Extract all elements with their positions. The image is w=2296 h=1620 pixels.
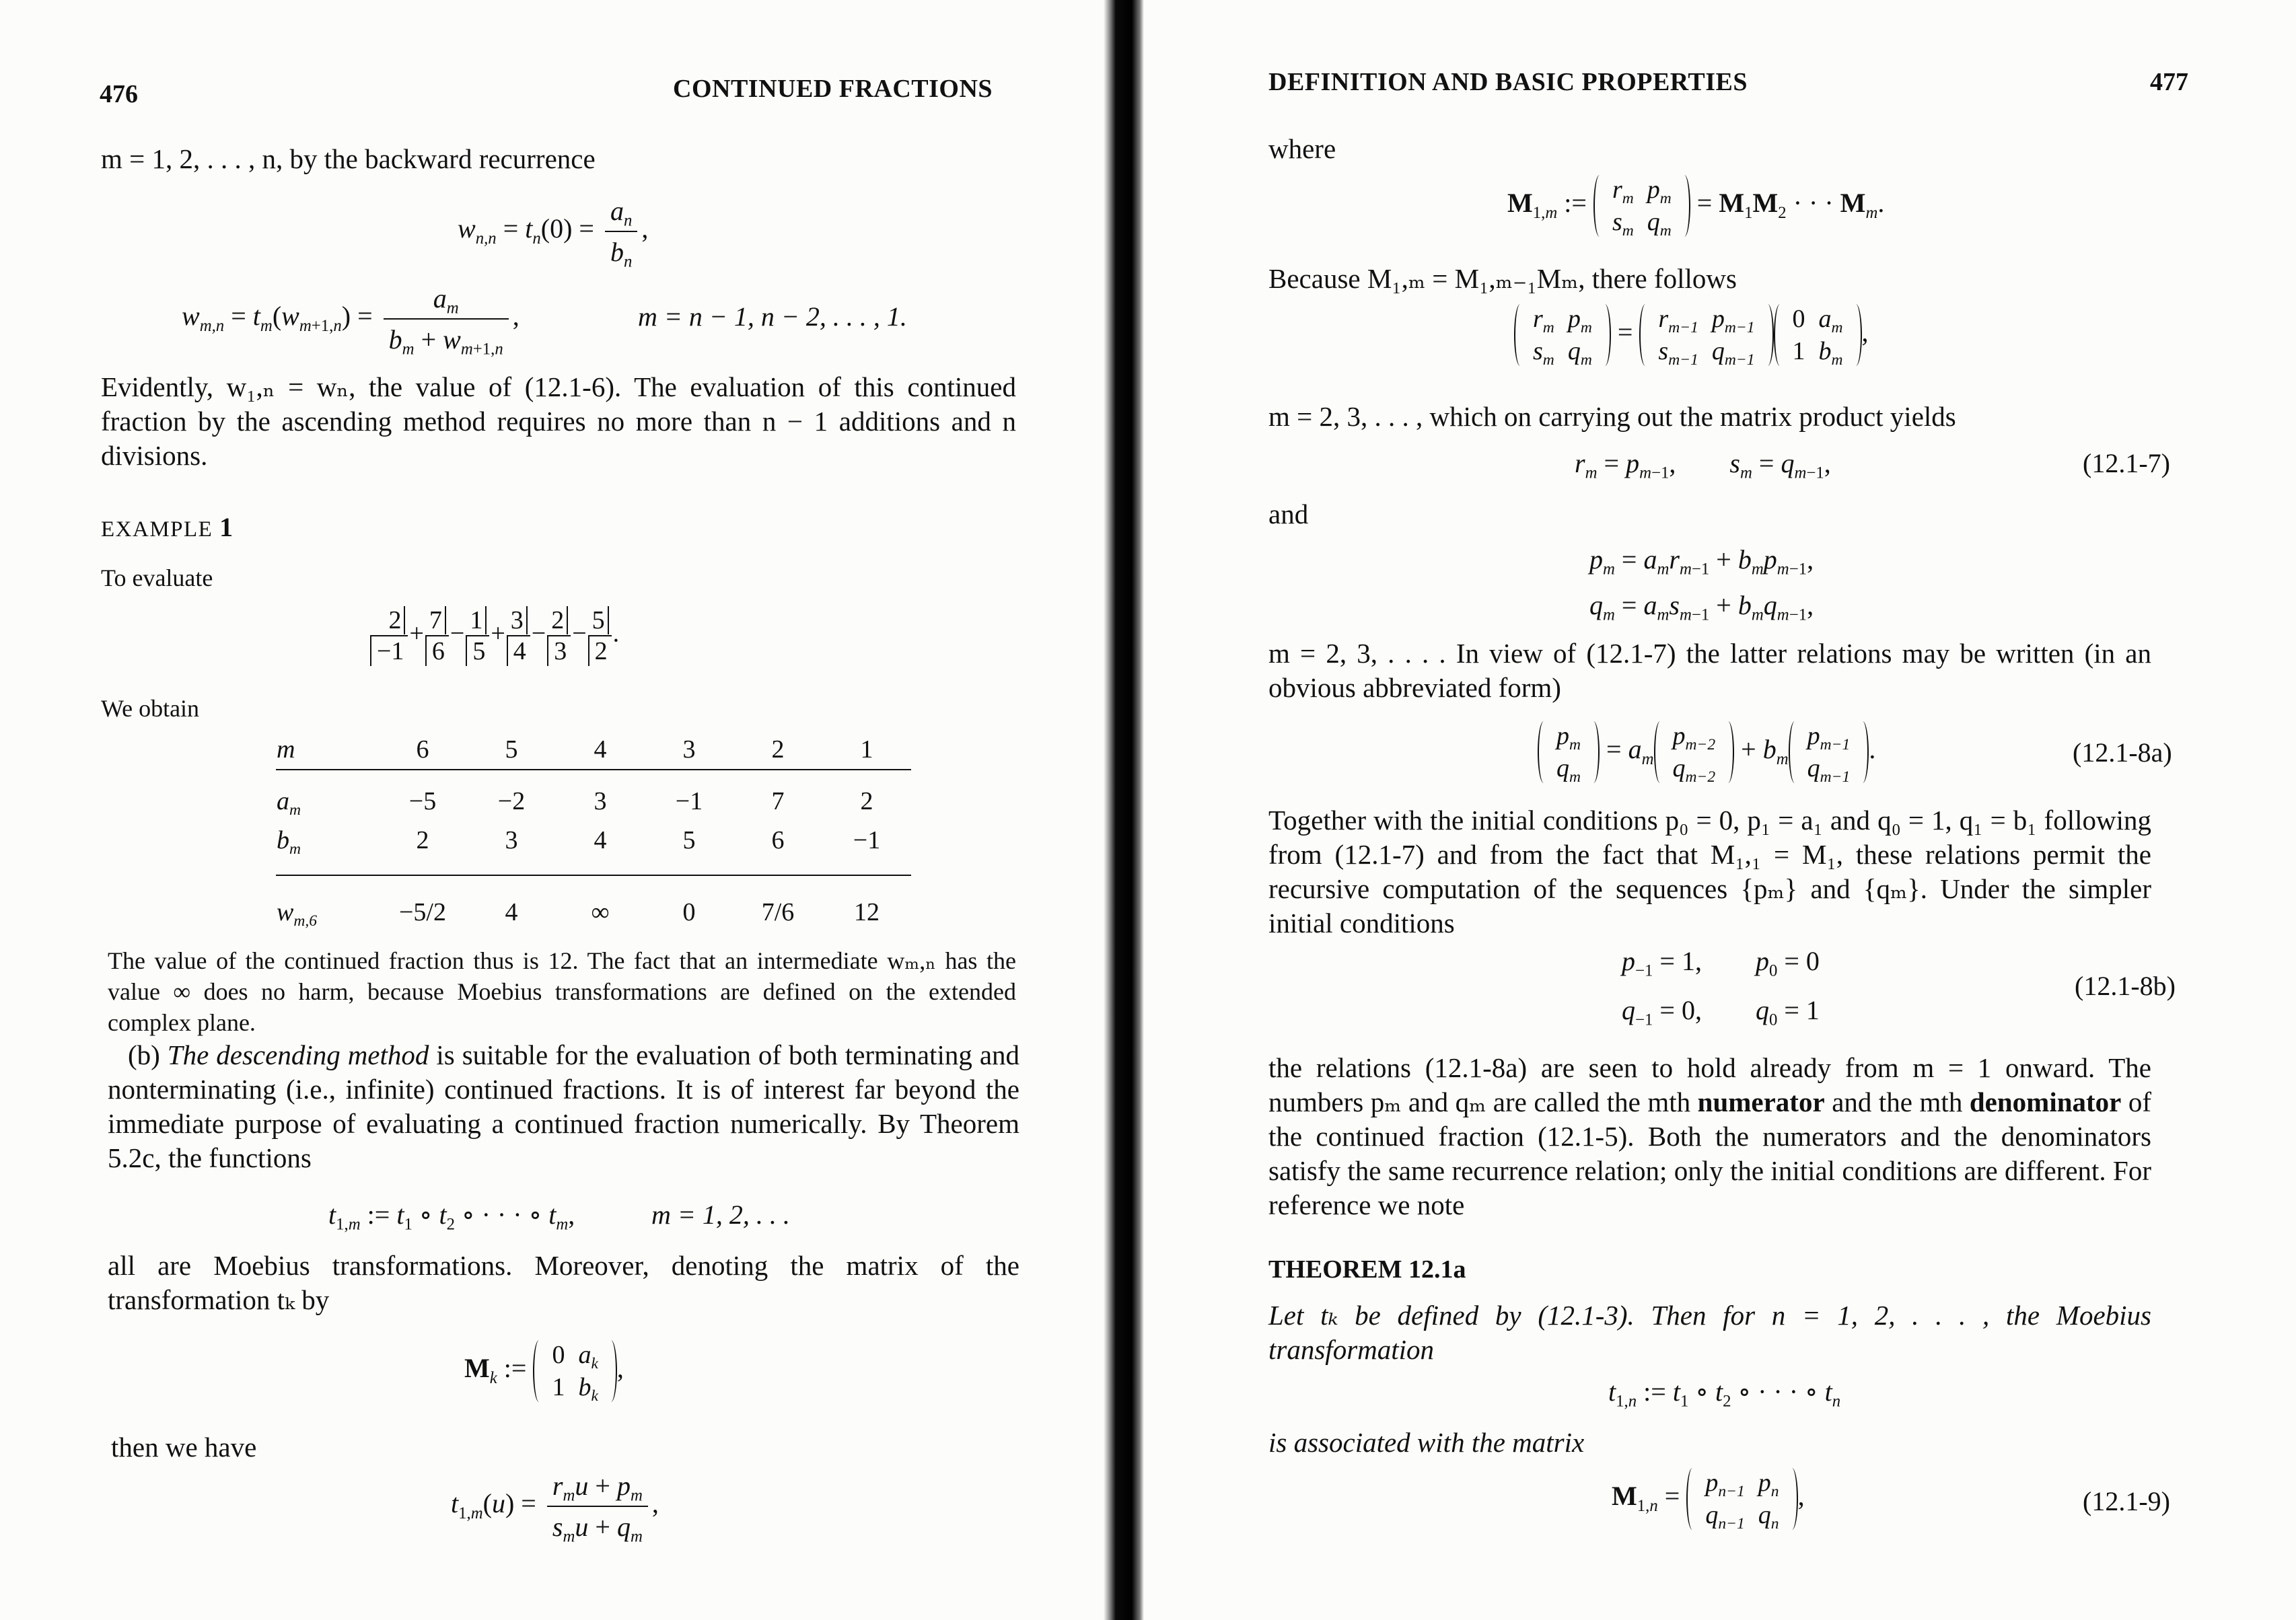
table-cell: 2 <box>733 730 822 770</box>
book-gutter <box>1104 0 1144 1620</box>
table-cell: 3 <box>645 730 733 770</box>
descending-title: The descending method <box>167 1039 429 1070</box>
table-cell: 12 <box>854 898 880 926</box>
table-row <box>276 821 911 860</box>
equation-matrix-mk: $M_k$ := 0 $a_k$ 1 $b_k$ , <box>464 1339 624 1403</box>
table-divider <box>276 860 911 875</box>
equation-w-nn: $w_{n,n} = t_n(0)$ = $\frac{a_n}{b_n}$ , <box>458 196 649 271</box>
theorem-text: Let tₖ be defined by (12.1-3). Then for n = 1, 2, . . . , the Moebius transformation <box>1268 1300 2151 1365</box>
table-row <box>276 730 911 770</box>
and-the-mth-text: and the mth <box>1832 1087 1963 1117</box>
table-cell: 4 <box>594 826 607 854</box>
table-row-label: $a_m$ <box>277 787 301 819</box>
equation-number-7: (12.1-7) <box>2083 448 2170 478</box>
example-heading <box>101 511 234 543</box>
theorem-title: THEOREM 12.1a <box>1268 1255 1466 1284</box>
where-text: where <box>1268 133 1336 164</box>
table-row-label: $b_m$ <box>277 826 301 858</box>
table-cell: 3 <box>594 787 607 815</box>
equation-r-s: $r_m = p_{m-1}$, $s_m = q_{m-1}$, <box>1575 448 1831 482</box>
descending-text: is suitable for the evaluation of both terminating and nonterminating (i.e., infinite) continued fractions. It is of interest far beyond the immediate purpose of evaluating a continued fraction numerically. By Theorem 5.2c, the functions <box>108 1039 1020 1173</box>
page-number-left: 476 <box>100 80 138 108</box>
together-paragraph: Together with the initial conditions p₀ = 0, p₁ = a₁ and q₀ = 1, q₁ = b₁ following from (12.1-7) and from the fact that M₁,₁ = M₁, these relations permit the recursive computation of the sequences {pₘ} and {qₘ}. Under the simpler initial conditions <box>1268 805 2151 938</box>
left-page <box>0 0 1104 1620</box>
to-evaluate-text: To evaluate <box>101 564 213 591</box>
then-we-have-text: then we have <box>111 1432 257 1463</box>
table-cell: 2 <box>416 826 429 854</box>
equation-matrix-product: $r_m$ $p_m$ $s_m$ $q_m$ = $r_{m-1}$ $p_{m-1}$ $s_{m-1}$ $q_{m-1}$ 0 $a_m$ 1 $b_m$ , <box>1514 303 1869 367</box>
evidently-paragraph: Evidently, w₁,ₙ = wₙ, the value of (12.1-6). The evaluation of this continued fraction by the ascending method requires no more than n − 1 additions and n divisions. <box>101 371 1016 471</box>
moebius-paragraph: all are Moebius transformations. Moreover, denoting the matrix of the transformation tₖ by <box>108 1250 1019 1315</box>
table-cell: 7/6 <box>761 898 795 926</box>
equation-matrix-m1n: $M_{1,n}$ = $p_{n-1}$ $p_n$ $q_{n-1}$ $q_n$ , <box>1612 1467 1805 1531</box>
equation-initial-p: $p_{-1} = 1$, $p_0 = 0$ <box>1622 946 1820 980</box>
table-cell: 7 <box>771 787 785 815</box>
right-page <box>1144 0 2296 1620</box>
recurrence-range: m = n − 1, n − 2, . . . , 1. <box>638 301 907 332</box>
descending-method-paragraph <box>108 1038 1019 1175</box>
equation-number-8a: (12.1-8a) <box>2073 737 2172 768</box>
example-number: 1 <box>219 512 234 542</box>
running-head-left: CONTINUED FRACTIONS <box>673 75 993 103</box>
table-row-label: $w_{m,6}$ <box>277 898 318 930</box>
equation-t-1n-composition: $t_{1,n}$ := $t_1$ ∘ $t_2$ ∘ · · · ∘ $t_n$ <box>1608 1376 1841 1411</box>
table-cell: −1 <box>853 826 881 854</box>
table-cell: 2 <box>860 787 873 815</box>
table-cell: 6 <box>771 826 785 854</box>
table-cell: 6 <box>378 730 467 770</box>
equation-w-mn: $w_{m,n} = t_m(w_{m+1,n})$ = $\frac{a_m}{b_m + w_{m+1,n}}$ , <box>182 283 519 359</box>
equation-q-m: $q_m = a_ms_{m-1} + b_mq_{m-1}$, <box>1589 590 1814 624</box>
running-head-right: DEFINITION AND BASIC PROPERTIES <box>1268 68 1748 96</box>
relations-paragraph <box>1268 1051 2151 1222</box>
equation-initial-q: $q_{-1} = 0$, $q_0 = 1$ <box>1622 995 1820 1029</box>
equation-number-9: (12.1-9) <box>2083 1486 2170 1516</box>
numerator-term: numerator <box>1697 1087 1825 1117</box>
carrying-out-text: m = 2, 3, . . . , which on carrying out the matrix product yields <box>1268 401 1956 432</box>
denominator-term: denominator <box>1969 1087 2122 1117</box>
table-cell: 1 <box>822 730 911 770</box>
relations-rest-text: of the continued fraction (12.1-5). Both the numerators and the denominators satisfy the same recurrence relation; only the initial conditions are different. For reference we note <box>1268 1087 2152 1220</box>
table-cell: 3 <box>505 826 518 854</box>
table-cell: −2 <box>497 787 526 815</box>
table-cell: 4 <box>505 898 518 926</box>
equation-p-m: $p_m = a_mr_{m-1} + b_mp_{m-1}$, <box>1589 544 1814 579</box>
table-row <box>276 875 911 932</box>
page-number-right: 477 <box>2150 68 2188 96</box>
example-continued-fraction: $\frac{2}{-1}$ + $\frac{7}{6}$ − $\frac{1}{5}$ + $\frac{3}{4}$ − $\frac{2}{3}$ − $\frac{5}{2}$ . <box>369 605 619 666</box>
table-cell: −5/2 <box>399 898 446 926</box>
associated-text: is associated with the matrix <box>1268 1427 1585 1458</box>
equation-t-1m-of-u: $t_{1,m}(u)$ = $\frac{r_mu + p_m}{s_mu + q_m}$ , <box>451 1471 659 1546</box>
table-cell: −1 <box>675 787 703 815</box>
table-row <box>276 770 911 821</box>
table-cell: 0 <box>682 898 696 926</box>
example-label: EXAMPLE <box>101 517 213 542</box>
equation-matrix-m1m: $M_{1,m}$ := $r_m$ $p_m$ $s_m$ $q_m$ = $M_1M_2$ · · · $M_m$. <box>1507 174 1884 238</box>
descending-label: (b) <box>128 1039 160 1070</box>
equation-vector-recurrence: $p_m$ $q_m$ = $a_m$ $p_{m-2}$ $q_{m-2}$ + $b_m$ $p_{m-1}$ $q_{m-1}$ . <box>1538 720 1875 784</box>
we-obtain-text: We obtain <box>101 695 200 722</box>
because-text: Because M₁,ₘ = M₁,ₘ₋₁Mₘ, there follows <box>1268 263 1737 294</box>
relations-hold-text: the relations (12.1-8a) are seen to hold already from m = 1 onward. The numbers pₘ and qₘ are called the mth <box>1268 1052 2151 1117</box>
equation-number-8b: (12.1-8b) <box>2075 971 2176 1001</box>
equation-t-1m-composition: $t_{1,m}$ := $t_1$ ∘ $t_2$ ∘ · · · ∘ $t_m$, <box>328 1200 575 1234</box>
backward-recurrence-intro: m = 1, 2, . . . , n, by the backward recurrence <box>101 143 596 174</box>
table-cell: 5 <box>682 826 696 854</box>
table-header-label: m <box>276 730 378 770</box>
value-note-paragraph: The value of the continued fraction thus is 12. The fact that an intermediate wₘ,ₙ has the value ∞ does no harm, because Moebius transformations are defined on the extended complex plane. <box>108 947 1016 1036</box>
table-cell: 5 <box>467 730 556 770</box>
table-cell: −5 <box>408 787 437 815</box>
composition-range: m = 1, 2, . . . <box>651 1200 790 1230</box>
in-view-paragraph: m = 2, 3, . . . . In view of (12.1-7) the latter relations may be written (in an obvious abbreviated form) <box>1268 638 2151 703</box>
example-table <box>276 730 911 932</box>
table-cell: ∞ <box>591 898 610 926</box>
and-text: and <box>1268 499 1309 529</box>
table-cell: 4 <box>556 730 645 770</box>
